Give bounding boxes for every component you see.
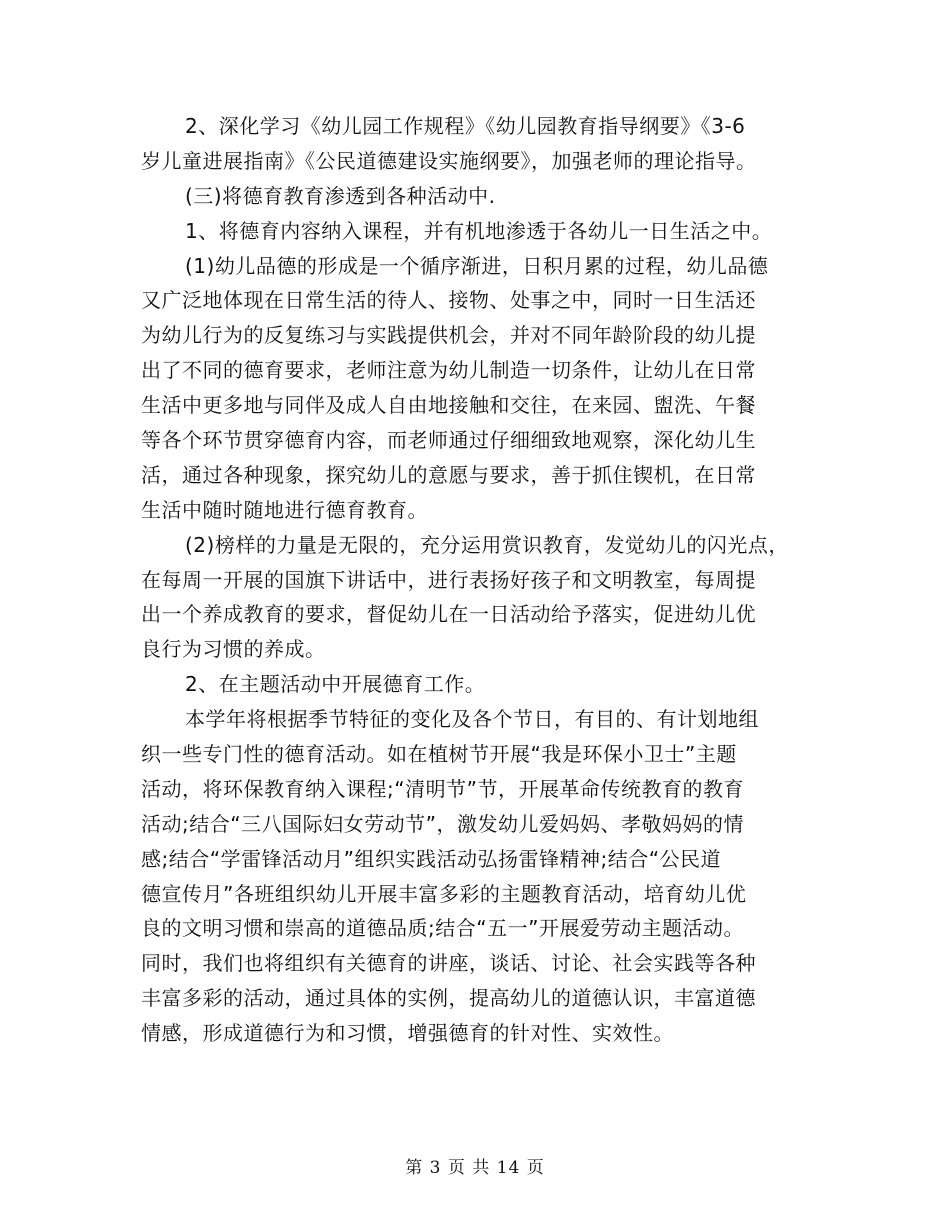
- page-footer: 第 3 页 共 14 页: [405, 1158, 545, 1178]
- text-line: 情感，形成道德行为和习惯，增强德育的针对性、实效性。: [141, 1021, 674, 1046]
- text-line: (三)将德育教育渗透到各种活动中.: [185, 183, 496, 208]
- text-line: 岁儿童进展指南》《公民道德建设实施纲要》，加强老师的理论指导。: [141, 148, 757, 173]
- text-line: 又广泛地体现在日常生活的待人、接物、处事之中，同时一日生活还: [141, 288, 756, 313]
- text-line: 出了不同的德育要求，老师注意为幼儿制造一切条件，让幼儿在日常: [141, 358, 756, 383]
- text-line: 感;结合“学雷锋活动月”组织实践活动弘扬雷锋精神;结合“公民道: [141, 846, 722, 871]
- text-line: 丰富多彩的活动，通过具体的实例，提高幼儿的道德认识，丰富道德: [141, 986, 756, 1011]
- text-line: 本学年将根据季节特征的变化及各个节日，有目的、有计划地组: [185, 707, 759, 732]
- text-line: 活动;结合“三八国际妇女劳动节”，激发幼儿爱妈妈、孝敬妈妈的情: [141, 811, 744, 836]
- text-line: 生活中随时随地进行德育教育。: [141, 497, 428, 522]
- text-line: 1、将德育内容纳入课程，并有机地渗透于各幼儿一日生活之中。: [185, 218, 773, 243]
- text-line: 良的文明习惯和崇高的道德品质;结合“五一”开展爱劳动主题活动。: [141, 916, 744, 941]
- text-line: 良行为习惯的养成。: [141, 637, 326, 662]
- text-line: 活，通过各种现象，探究幼儿的意愿与要求，善于抓住锲机，在日常: [141, 462, 756, 487]
- text-line: 活动，将环保教育纳入课程;“清明节”节，开展革命传统教育的教育: [141, 776, 744, 801]
- text-line: 生活中更多地与同伴及成人自由地接触和交往，在来园、盥洗、午餐: [141, 393, 756, 418]
- text-line: 等各个环节贯穿德育内容，而老师通过仔细细致地观察，深化幼儿生: [141, 428, 756, 453]
- text-line: 为幼儿行为的反复练习与实践提供机会，并对不同年龄阶段的幼儿提: [141, 323, 756, 348]
- text-line: (1)幼儿品德的形成是一个循序渐进，日积月累的过程，幼儿品德: [185, 253, 769, 278]
- document-body: [141, 109, 813, 1051]
- text-line: (2)榜样的力量是无限的，充分运用赏识教育，发觉幼儿的闪光点，: [185, 532, 789, 557]
- text-line: 德宣传月”各班组织幼儿开展丰富多彩的主题教育活动，培育幼儿优: [141, 881, 747, 906]
- text-line: 2、深化学习《幼儿园工作规程》《幼儿园教育指导纲要》《3-6: [185, 114, 746, 138]
- text-line: 织一些专门性的德育活动。如在植树节开展“我是环保小卫士”主题: [141, 742, 737, 767]
- text-line: 同时，我们也将组织有关德育的讲座，谈话、讨论、社会实践等各种: [141, 951, 756, 976]
- text-line: 出一个养成教育的要求，督促幼儿在一日活动给予落实，促进幼儿优: [141, 602, 756, 627]
- text-line: 在每周一开展的国旗下讲话中，进行表扬好孩子和文明教室，每周提: [141, 567, 756, 592]
- text-line: 2、在主题活动中开展德育工作。: [185, 672, 486, 697]
